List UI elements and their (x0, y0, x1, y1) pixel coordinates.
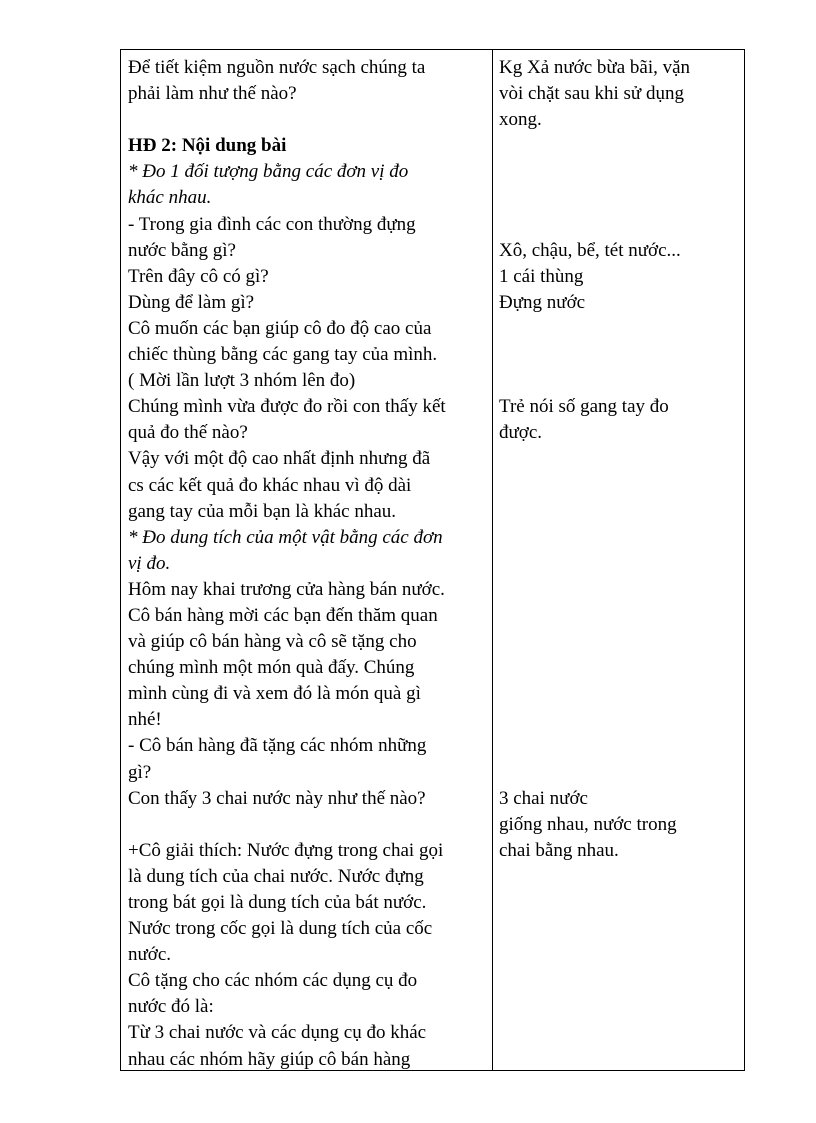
response-line: Xô, chậu, bể, tét nước... (499, 239, 681, 261)
activity-line: * Đo dung tích của một vật bằng các đơn (128, 526, 443, 548)
activity-line: mình cùng đi và xem đó là món quà gì (128, 683, 421, 705)
activity-line: nước. (128, 944, 172, 966)
response-line (499, 159, 740, 185)
activity-line: gang tay của mỗi bạn là khác nhau. (128, 500, 397, 522)
response-line (499, 629, 740, 655)
activity-line: * Đo 1 đối tượng bằng các đơn vị đo (128, 161, 409, 183)
activity-line: và giúp cô bán hàng và cô sẽ tặng cho (128, 631, 417, 653)
activity-line: ( Mời lần lượt 3 nhóm lên đo) (128, 370, 356, 392)
response-line (499, 603, 740, 629)
activity-line: trong bát gọi là dung tích của bát nước. (128, 892, 427, 913)
response-line (499, 499, 740, 525)
activity-line: khác nhau. (128, 187, 212, 209)
activity-line: Từ 3 chai nước và các dụng cụ đo khác (128, 1022, 427, 1044)
response-line (499, 212, 740, 238)
activity-line: là dung tích của chai nước. Nước đựng (128, 865, 424, 887)
activity-line: nước đó là: (128, 996, 214, 1018)
activity-line: Cô bán hàng mời các bạn đến thăm quan (128, 604, 438, 626)
activity-line: Nước trong cốc gọi là dung tích của cốc (128, 918, 433, 940)
response-line: được. (499, 422, 543, 444)
activity-column (121, 50, 493, 1070)
response-line (499, 733, 740, 759)
activity-line: Chúng mình vừa được đo rồi con thấy kết (128, 396, 446, 418)
activity-line: - Trong gia đình các con thường đựng (128, 213, 416, 235)
response-line (499, 760, 740, 786)
activity-line: nhau các nhóm hãy giúp cô bán hàng (128, 1048, 411, 1070)
activity-line: Cô muốn các bạn giúp cô đo độ cao của (128, 317, 432, 339)
activity-line: Vậy với một độ cao nhất định nhưng đã (128, 448, 431, 470)
response-line (499, 707, 740, 733)
activity-line: nước bằng gì? (128, 239, 236, 261)
response-line (499, 473, 740, 499)
response-line: 3 chai nước (499, 787, 588, 809)
response-line: vòi chặt sau khi sử dụng (499, 83, 684, 105)
response-line (499, 525, 740, 551)
response-line (499, 342, 740, 368)
activity-line: phải làm như thế nào? (128, 83, 297, 105)
response-line (499, 681, 740, 707)
response-line: chai bằng nhau. (499, 839, 619, 861)
lesson-table (120, 49, 745, 1071)
response-line (499, 551, 740, 577)
activity-line: Hôm nay khai trương cửa hàng bán nước. (128, 578, 445, 600)
response-line (499, 655, 740, 681)
activity-line: +Cô giải thích: Nước đựng trong chai gọi (128, 839, 444, 861)
activity-line: chiếc thùng bằng các gang tay của mình. (128, 344, 438, 366)
activity-line: quả đo thế nào? (128, 422, 248, 444)
activity-line: nhé! (128, 709, 162, 731)
activity-line (128, 107, 488, 133)
activity-line: HĐ 2: Nội dung bài (128, 135, 287, 157)
activity-line: Để tiết kiệm nguồn nước sạch chúng ta (128, 57, 426, 78)
response-line (499, 577, 740, 603)
activity-line: Con thấy 3 chai nước này như thế nào? (128, 787, 426, 809)
activity-line: Cô tặng cho các nhóm các dụng cụ đo (128, 970, 418, 992)
activity-line: vị đo. (128, 552, 171, 574)
response-line: xong. (499, 109, 542, 131)
response-line: Đựng nước (499, 291, 586, 313)
response-line: giống nhau, nước trong (499, 813, 677, 835)
activity-line (128, 812, 488, 838)
activity-line: cs các kết quả đo khác nhau vì độ dài (128, 474, 412, 496)
response-line: 1 cái thùng (499, 265, 584, 287)
activity-line: Trên đây cô có gì? (128, 265, 269, 287)
response-line (499, 316, 740, 342)
activity-line: Dùng để làm gì? (128, 291, 255, 313)
response-line (499, 185, 740, 211)
response-line (499, 446, 740, 472)
response-line: Trẻ nói số gang tay đo (499, 396, 669, 418)
activity-line: gì? (128, 761, 152, 783)
response-line (499, 133, 740, 159)
response-line: Kg Xả nước bừa bãi, vặn (499, 57, 691, 78)
response-line (499, 368, 740, 394)
activity-line: - Cô bán hàng đã tặng các nhóm những (128, 735, 427, 757)
activity-line: chúng mình một món quà đấy. Chúng (128, 657, 415, 679)
response-column (493, 50, 744, 1070)
